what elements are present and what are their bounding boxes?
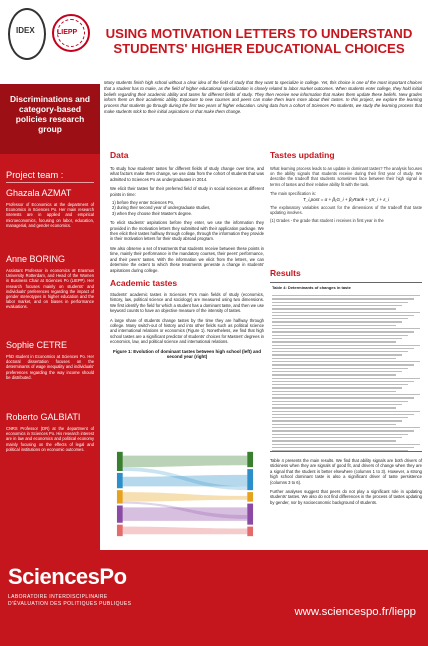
- member-desc: Assistant Professor in economics at Erasmus University Rotterdam, and Head of the Women in Business Chair at Sciences Po (LIEPP). Her research focuses mainly on students' and individuals' preferences regarding the impact of gender stereotypes in higher education and the labor market, and on biases in performance evaluations.: [6, 268, 94, 310]
- table-row: [272, 430, 414, 431]
- table-row: [272, 374, 396, 375]
- academic-heading: Academic tastes: [110, 277, 178, 288]
- table-row: [272, 295, 420, 296]
- tastes-paragraph: The explanatory variables account for the dimensions of the tradeoff that taste updating involves.: [270, 205, 422, 216]
- table-row: [272, 401, 408, 402]
- table-row: [272, 312, 420, 313]
- table-row: [272, 411, 420, 412]
- table-row: [272, 325, 396, 326]
- member-name: Roberto GALBIATI: [6, 412, 81, 422]
- results-text: [270, 458, 422, 505]
- table-row: [272, 417, 408, 418]
- lab-name: LABORATOIRE INTERDISCIPLINAIRE D'ÉVALUATION DES POLITIQUES PUBLIQUES: [8, 594, 132, 607]
- poster-title: USING MOTIVATION LETTERS TO UNDERSTAND STUDENTS' HIGHER EDUCATIONAL CHOICES: [105, 26, 413, 56]
- header-logos: [4, 4, 94, 68]
- team-heading: Project team :: [6, 170, 64, 180]
- table-row: [272, 381, 414, 382]
- data-list-item: 2) during their second year of undergraduate studies,: [112, 205, 211, 211]
- results-paragraph: Further analyses suggest that peers do not play a significant role in updating students' tastes. We also do not find differences in the process of tastes updating by gender, nor by socioeconomic background of students.: [270, 489, 422, 505]
- member-desc: PhD student in Economics at Sciences Po. Her doctoral dissertation focuses on the determinants of wage inequality and individuals' preferences regarding the way income should be distributed.: [6, 354, 94, 380]
- table-row: [272, 420, 402, 421]
- member-name: Ghazala AZMAT: [6, 188, 72, 198]
- website-link[interactable]: www.sciencespo.fr/liepp: [294, 606, 416, 618]
- table-row: [272, 298, 414, 299]
- table-row: [272, 305, 402, 306]
- table-row: [272, 378, 420, 379]
- table-row: [272, 302, 408, 303]
- equation: T_i,post = α + β₁G_i + β₂Rank + γX_i + ε_i: [303, 197, 389, 203]
- data-paragraph: To study how students' tastes for different fields of study change over time, and what factors make them change, we use data from the cohort of students that was admitted to Sciences Po as undergraduates in 2014.: [110, 166, 264, 182]
- data-paragraph: We elicit their tastes for their preferred field of study in social sciences at different points in time:: [110, 186, 264, 197]
- table-row: [272, 348, 414, 349]
- table-row: [272, 437, 402, 438]
- table-row: [272, 414, 414, 415]
- data-heading: Data: [110, 150, 129, 160]
- table-row: [272, 315, 414, 316]
- intro-paragraph: Many students finish high school without a clear idea of the field of study that they want to specialize in college. Yet, this choice is one of the most important choices that a student has to make, as the field of higher educational specialization is closely related to labor market outcomes. When students enter college, they hold initial beliefs regarding their academic ability and tastes for different fields of study. They then receive new information that makes them update these beliefs. New grades inform them on their academic ability. Exposure to new courses and peers can make them learn more about their tastes. In this project, we explore the learning process that students go through during the first two years of higher education. Using data from a cohort of Sciences Po students, we study the learning process that make students stick to their initial aspirations or that make them change.: [104, 80, 422, 114]
- academic-paragraph: Students' academic tastes in Sciences Po's main fields of study (economics, history, law, political science and sociology) are measured using two dimensions. We first identify the field for which a student has a dominant taste, and then we use keyword counts to have an objective measure of the intensity of tastes.: [110, 291, 264, 314]
- right-column: [270, 150, 424, 160]
- data-list-item: 3) when they choose their Master's degree.: [112, 210, 193, 216]
- academic-paragraph: A large share of students change tastes by the time they are halfway through college. Many switch-out of history and into other fields such as political science and international relations or economics (Figure 1). Nonetheless, we find that high school tastes are a significant predictor of students' choices for Masters' degrees in economics, law, and political science and international relations.: [110, 317, 264, 345]
- member-name: Sophie CETRE: [6, 340, 68, 350]
- member-desc: CNRS Professor (DR) at the department of economics in Sciences Po. His research interest are in law and economics and political economy mainly focusing on the effects of legal and political institutions on economic outcomes.: [6, 426, 94, 452]
- figure-caption: Figure 1: Evolution of dominant tastes between high school (left) and second year (right): [112, 348, 261, 360]
- table-row: [272, 364, 414, 365]
- tastes-paragraph: What learning process leads to an update in dominant tastes? The analysis focuses on the ability signals that students receive during their first year of study. We describe the tradeoff that students sometimes face between their high signal in terms of tastes and their relative ability fit with the task.: [270, 166, 422, 187]
- member-name: Anne BORING: [6, 254, 66, 264]
- table-row: [272, 440, 396, 441]
- table-row: [272, 397, 414, 398]
- divider: [6, 182, 94, 183]
- table-row: [272, 394, 420, 395]
- table-row: [272, 447, 414, 448]
- sidebar-title-box: [0, 84, 100, 154]
- table-row: [272, 321, 402, 322]
- table-row: [272, 318, 408, 319]
- table-row: [272, 368, 408, 369]
- tastes-box: [270, 166, 422, 258]
- results-table: [270, 282, 422, 452]
- table-row: [272, 407, 396, 408]
- idex-logo: IDEX: [8, 8, 46, 60]
- middle-column: [110, 150, 264, 360]
- figure-1-flows: [110, 448, 260, 540]
- table-row: [272, 427, 420, 428]
- table-row: [272, 331, 414, 332]
- table-row: [272, 434, 408, 435]
- tastes-heading: Tastes updating: [270, 150, 335, 160]
- results-paragraph: Table 4 presents the main results. We find that ability signals are both drivers of stickiness when they are signals of good fit, and drivers of change when they are a signal that the student is better elsewhere (columns 1 to 3). However, a strong high school dominant taste is also a significant driver of taste persistence (columns 3 to 6).: [270, 458, 422, 485]
- tastes-paragraph: The main specification is:: [270, 190, 316, 196]
- table-row: [272, 371, 402, 372]
- table-row: [272, 328, 420, 329]
- table-row: [272, 345, 420, 346]
- table-row: [272, 404, 402, 405]
- data-paragraph: We also observe a set of treatments that students receive between these points in time, mainly their performance in the mandatory courses, their peers' performance, and their peers' tastes. With the information we elicit from the letters, we can determine the extent to which these treatments generate a change in students' aspirations during college.: [110, 245, 264, 273]
- table-row: [272, 308, 396, 309]
- table-row: [272, 361, 420, 362]
- table-row: [272, 444, 420, 445]
- footer: [0, 550, 428, 646]
- member-desc: Professor of Economics at the department of Economics in Sciences Po. Her main research interests are in applied and empirical microeconomics, focusing on labor, education, managerial, and gender economics.: [6, 202, 94, 228]
- table-row: [272, 354, 402, 355]
- table-row: [272, 450, 408, 451]
- table-row: [272, 424, 396, 425]
- sidebar-title: Discriminations and category-based policies research group: [9, 94, 91, 134]
- table-row: [272, 335, 408, 336]
- liepp-logo: LIEPP: [52, 14, 90, 52]
- sciencespo-logo: SciencesPo: [8, 564, 127, 589]
- tastes-paragraph: (1) Grades - the grade that student i receives in first year in the: [270, 218, 384, 224]
- table-row: [272, 338, 402, 339]
- results-heading: Results: [270, 268, 301, 278]
- data-paragraph: To elicit students' aspirations before they enter, we use the information they provided in the motivation letters they submitted with their application package. We then elicit their tastes halfway through college, through the information they provide in their motivation letters for their study abroad program.: [110, 220, 264, 242]
- table-row: [272, 351, 408, 352]
- table-row: [272, 358, 396, 359]
- table-row: [272, 387, 402, 388]
- table-row: [272, 391, 396, 392]
- data-list-item: 1) before they enter Sciences Po,: [112, 200, 175, 206]
- table-row: [272, 341, 396, 342]
- table-caption: Table 4: Determinants of changes in taste: [272, 285, 351, 290]
- sidebar: [0, 84, 100, 550]
- table-row: [272, 384, 408, 385]
